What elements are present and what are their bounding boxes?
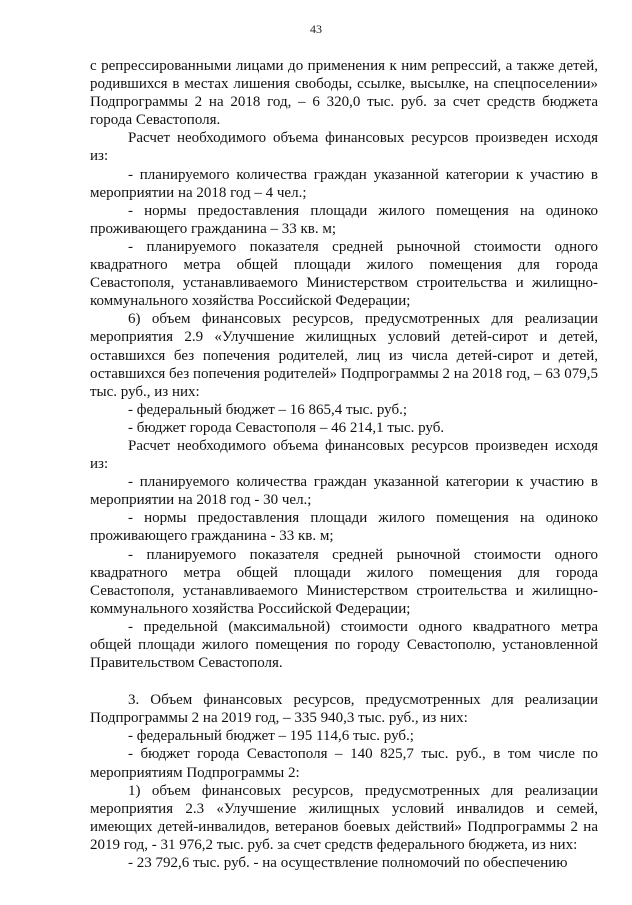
section-paragraph: 3. Объем финансовых ресурсов, предусмотренных для реализации Подпрограммы 2 на 2019 год, – 335 940,3 тыс. руб., из них: (90, 692, 598, 727)
list-item: - нормы предоставления площади жилого помещения на одиноко проживающего гражданина - 33 кв. м; (90, 510, 598, 545)
page-number: 43 (310, 22, 322, 36)
paragraph: Расчет необходимого объема финансовых ресурсов произведен исходя из: (90, 437, 598, 473)
paragraph: 6) объем финансовых ресурсов, предусмотренных для реализации мероприятия 2.9 «Улучшение жилищных условий детей-сирот и детей, оставшихся без попечения родителей, лиц из числа детей-сирот и детей, оставшихся без попечения родителей» Подпрограммы 2 на 2018 год, – 63 079,5 тыс. руб., из них: (90, 311, 598, 400)
list-item: - планируемого показателя средней рыночной стоимости одного квадратного метра общей площади жилого помещения для города Севастополя, устанавливаемого Министерством строительства и жилищно-коммунального хозяйства Российской Федерации; (90, 238, 598, 310)
list-item: - бюджет города Севастополя – 140 825,7 тыс. руб., в том числе по мероприятиям Подпрограммы 2: (90, 746, 598, 781)
list-item: - планируемого количества граждан указанной категории к участию в мероприятии на 2018 год – 4 чел.; (90, 166, 598, 201)
list-item: - 23 792,6 тыс. руб. - на осуществление полномочий по обеспечению (128, 855, 568, 872)
list-item: - планируемого количества граждан указанной категории к участию в мероприятии на 2018 год - 30 чел.; (90, 474, 598, 509)
paragraph: Расчет необходимого объема финансовых ресурсов произведен исходя из: (90, 130, 598, 165)
list-item: - планируемого показателя средней рыночной стоимости одного квадратного метра общей площади жилого помещения для города Севастополя, устанавливаемого Министерством строительства и жилищно-коммунального хозяйства Российской Федерации; (90, 546, 598, 617)
list-item: - предельной (максимальной) стоимости одного квадратного метра общей площади жилого помещения по городу Севастополю, установленной Правительством Севастополя. (90, 618, 598, 672)
list-item: - федеральный бюджет – 195 114,6 тыс. руб.; (128, 728, 414, 745)
list-item: - бюджет города Севастополя – 46 214,1 тыс. руб. (128, 419, 445, 436)
list-item: - федеральный бюджет – 16 865,4 тыс. руб.; (128, 401, 407, 418)
document-body (90, 57, 598, 872)
list-item: - нормы предоставления площади жилого помещения на одиноко проживающего гражданина – 33 кв. м; (90, 202, 598, 237)
paragraph: 1) объем финансовых ресурсов, предусмотренных для реализации мероприятия 2.3 «Улучшение жилищных условий инвалидов и семей, имеющих детей-инвалидов, ветеранов боевых действий» Подпрограммы 2 на 2019 год, - 31 976,2 тыс. руб. за счет средств федерального бюджета, из них: (90, 782, 598, 853)
paragraph: с репрессированными лицами до применения к ним репрессий, а также детей, родившихся в местах лишения свободы, ссылке, высылке, на спецпоселении» Подпрограммы 2 на 2018 год, – 6 320,0 тыс. руб. за счет средств бюджета города Севастополя. (90, 58, 598, 129)
